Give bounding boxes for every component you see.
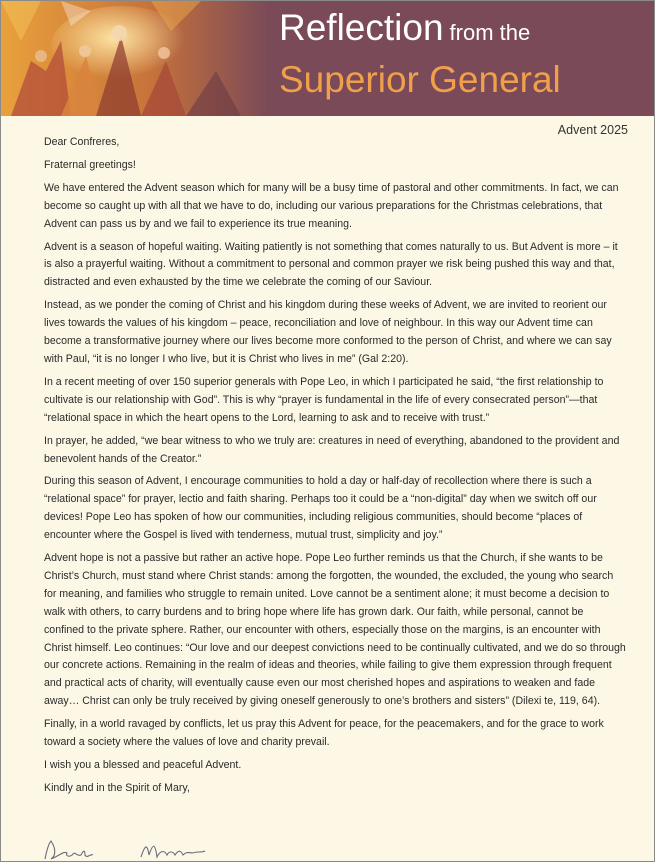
letter-paragraph: We have entered the Advent season which for many will be a busy time of pastoral and other commitments. In fact, we can become so caught up with all that we have to do, including our various preparations for the Christmas celebrations, that Advent can pass us by and we fail to experience its true meaning.	[44, 181, 619, 230]
letter-paragraph: Finally, in a world ravaged by conflicts, let us pray this Advent for peace, for the peacemakers, and for the grace to work toward a society where the values of love and charity prevail.	[44, 718, 604, 749]
letter-body	[44, 134, 626, 803]
letter-paragraph: Instead, as we ponder the coming of Christ and his kingdom during these weeks of Advent, we are invited to reorient our lives towards the values of his kingdom – peace, reconciliation and love of neighbour. In this way our Advent time can become a transformative journey where our lives become more conformed to the person of Christ, and where we can say with Paul, “it is no longer I who live, but it is Christ who lives in me” (Gal 2:20).	[44, 299, 612, 365]
letter-paragraph: Advent hope is not a passive but rather an active hope. Pope Leo further reminds us that the Church, if she wants to be Christ’s Church, must stand where Christ stands: among the forgotten, the wounded, the excluded, the young who search for meaning, and families who struggle to remain united. Love cannot be a sentiment alone; it must become a decision to walk with others, to carry burdens and to bring hope where life has grown dark. Our faith, while personal, cannot be confined to the private sphere. Rather, our encounter with others, especially those on the margins, is an encounter with Christ himself. Leo continues: “Our love and our deepest convictions need to be continually cultivated, and we do so through our concrete actions. Remaining in the realm of ideas and theories, while failing to give them expression through frequent and practical acts of charity, will eventually cause even our most cherished hopes and aspirations to weaken and fade away… Christ can only be truly received by giving oneself generously to one’s brothers and sisters” (Dilexi te, 119, 64).	[44, 552, 626, 708]
header-title-from-the: from the	[449, 20, 531, 45]
handwritten-signature	[41, 837, 261, 862]
letter-wish: I wish you a blessed and peaceful Advent.	[44, 759, 242, 771]
header-title-reflection: Reflection	[279, 7, 444, 48]
letter-paragraph: In prayer, he added, “we bear witness to who we truly are: creatures in need of everything, abandoned to the provident and benevolent hands of the Creator.”	[44, 434, 620, 465]
header-title-line2: Superior General	[279, 59, 561, 100]
letter-salutation: Fraternal greetings!	[44, 158, 136, 171]
header-banner	[1, 1, 654, 116]
nativity-artwork-image	[1, 1, 269, 116]
letter-paragraph: During this season of Advent, I encourage communities to hold a day or half-day of recollection where there is such a “relational space” for prayer, lectio and faith sharing. Perhaps too it could be a “non-digital” day when we switch off our devices! Pope Leo has spoken of how our communities, including religious communities, should become “places of encounter where the Gospel is lived with tenderness, mutual trust, simplicity and joy.”	[44, 475, 597, 542]
header-title-line1	[279, 9, 530, 46]
letter-closing: Kindly and in the Spirit of Mary,	[44, 781, 190, 794]
letter-paragraph: In a recent meeting of over 150 superior generals with Pope Leo, in which I participated he said, “the first relationship to cultivate is our relationship with God”. This is why “prayer is fundamental in the life of every consecrated person”—that “relational space in which the heart opens to the Lord, learning to ask and to receive with trust.”	[44, 375, 604, 424]
letter-paragraph: Advent is a season of hopeful waiting. Waiting patiently is not something that comes naturally to us. But Advent is more – it is also a prayerful waiting. Without a commitment to personal and common prayer we risk being pushed this way and that, distracted and even exhausted by the time we celebrate the coming of our Saviour.	[44, 240, 618, 289]
letter-greeting: Dear Confreres,	[44, 136, 120, 148]
letter-date: Advent 2025	[557, 123, 628, 137]
